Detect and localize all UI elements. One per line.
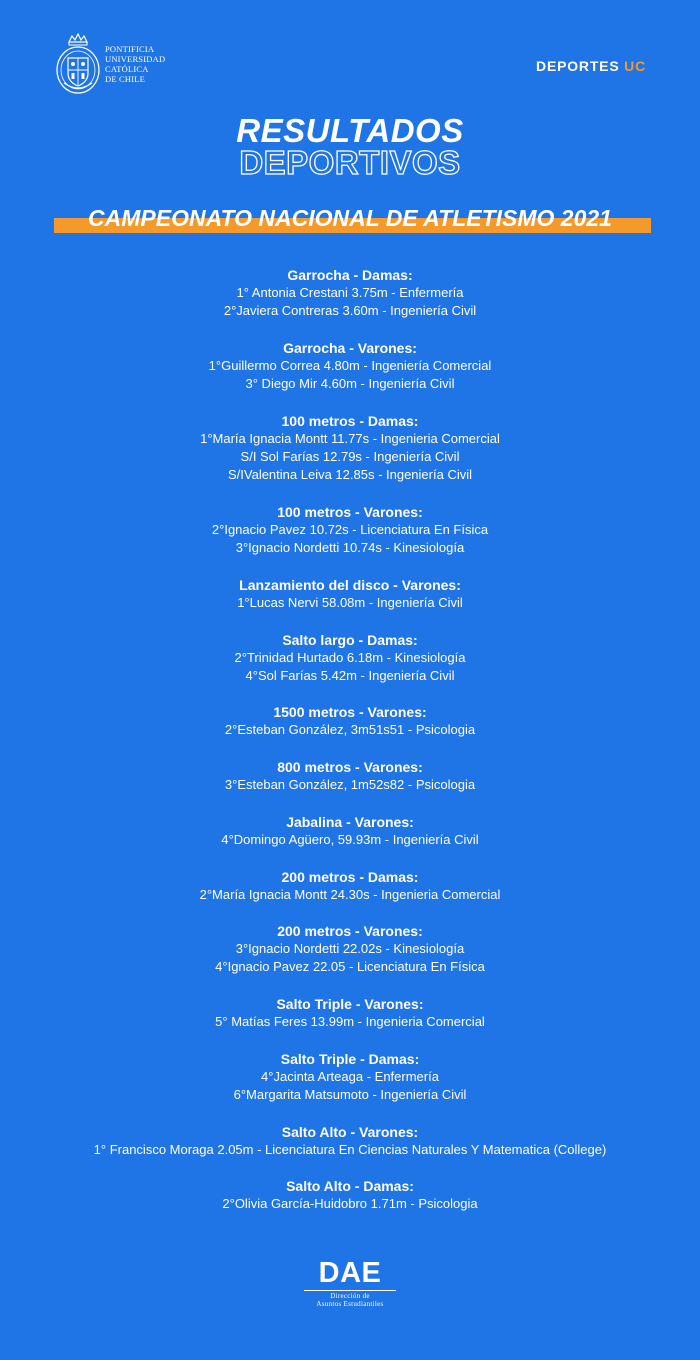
event-title: 200 metros - Damas:	[281, 868, 419, 885]
result-line: 3°Ignacio Nordetti 10.74s - Kinesiología	[235, 540, 465, 556]
event-title: Garrocha - Damas:	[287, 267, 413, 283]
event-title: Salto Triple - Damas:	[280, 1050, 420, 1067]
event-block	[0, 503, 700, 557]
event-block	[0, 1123, 700, 1159]
event-block	[0, 758, 700, 794]
result-line: 4°Sol Farías 5.42m - Ingeniería Civil	[245, 667, 455, 683]
event-block	[0, 412, 700, 485]
result-line: 1°Lucas Nervi 58.08m - Ingeniería Civil	[237, 594, 463, 610]
university-name-line: CATÓLICA	[105, 64, 149, 74]
result-line: 4°Domingo Agüero, 59.93m - Ingeniería Civil	[221, 831, 479, 847]
event-block	[0, 1050, 700, 1104]
result-line: S/I Sol Farías 12.79s - Ingeniería Civil	[240, 449, 460, 465]
result-line: 3°Esteban González, 1m52s82 - Psicologia	[224, 777, 476, 793]
event-title: 1500 metros - Varones:	[273, 704, 427, 721]
event-title: 200 metros - Varones:	[277, 923, 423, 940]
event-title: Garrocha - Varones:	[283, 339, 417, 356]
dae-subtitle-line: Dirección de	[330, 1292, 370, 1300]
result-line: 2°María Ignacia Montt 24.30s - Ingenieria Comercial	[199, 886, 501, 902]
deportes-uc-brand	[536, 58, 646, 74]
result-line: 2°Olivia García-Huidobro 1.71m - Psicologia	[222, 1196, 478, 1212]
event-block	[0, 813, 700, 849]
event-block	[0, 576, 700, 612]
event-title: Salto Alto - Damas:	[286, 1178, 414, 1195]
university-name-line: PONTIFICIA	[105, 44, 155, 54]
result-line: 1° Antonia Crestani 3.75m - Enfermería	[236, 285, 464, 300]
brand-uc: UC	[624, 58, 646, 74]
university-name-line: UNIVERSIDAD	[105, 54, 166, 64]
event-block	[0, 703, 700, 739]
event-title: Lanzamiento del disco - Varones:	[239, 576, 461, 593]
result-line: 2°Trinidad Hurtado 6.18m - Kinesiología	[234, 649, 466, 665]
result-line: 2°Javiera Contreras 3.60m - Ingeniería Civil	[223, 303, 477, 319]
event-block	[0, 1177, 700, 1213]
result-line: 4°Ignacio Pavez 22.05 - Licenciatura En Física	[215, 959, 485, 975]
dae-divider	[304, 1290, 396, 1291]
result-line: 6°Margarita Matsumoto - Ingeniería Civil	[233, 1087, 467, 1103]
event-block	[0, 631, 700, 685]
brand-deportes: DEPORTES	[536, 58, 620, 74]
event-block	[0, 339, 700, 393]
event-title: Salto largo - Damas:	[282, 631, 418, 648]
dae-logo-text: DAE	[318, 1257, 382, 1289]
event-block	[0, 868, 700, 904]
event-block	[0, 995, 700, 1031]
event-block	[0, 266, 700, 320]
result-line: S/IValentina Leiva 12.85s - Ingeniería Civil	[227, 467, 472, 483]
result-line: 3° Diego Mir 4.60m - Ingeniería Civil	[245, 376, 455, 392]
result-line: 4°Jacinta Arteaga - Enfermería	[261, 1068, 439, 1084]
result-line: 3°Ignacio Nordetti 22.02s - Kinesiología	[235, 941, 465, 957]
event-title: 100 metros - Damas:	[281, 412, 419, 429]
university-name-line: DE CHILE	[105, 74, 146, 84]
title-deportivos: DEPORTIVOS	[239, 144, 461, 181]
event-title: Salto Triple - Varones:	[276, 996, 424, 1013]
result-line: 1°María Ignacia Montt 11.77s - Ingenieria Comercial	[200, 430, 500, 446]
event-title: Salto Alto - Varones:	[281, 1123, 419, 1140]
result-line: 2°Esteban González, 3m51s51 - Psicologia	[224, 722, 476, 738]
event-title: Jabalina - Varones:	[286, 813, 414, 830]
event-title: 100 metros - Varones:	[277, 503, 423, 520]
university-name	[105, 44, 165, 84]
results-list	[0, 266, 700, 1232]
event-title: 800 metros - Varones:	[277, 759, 423, 776]
result-line: 1°Guillermo Correa 4.80m - Ingeniería Comercial	[208, 357, 492, 373]
dae-subtitle-line: Asuntos Estudiantiles	[316, 1300, 384, 1308]
dae-logo	[300, 1258, 400, 1308]
university-seal-icon	[55, 33, 101, 95]
banner-title: CAMPEONATO NACIONAL DE ATLETISMO 2021	[88, 205, 612, 231]
university-logo	[55, 33, 165, 95]
result-line: 5° Matías Feres 13.99m - Ingenieria Comercial	[215, 1014, 485, 1030]
title-resultados: RESULTADOS	[236, 112, 464, 149]
result-line: 2°Ignacio Pavez 10.72s - Licenciatura En Física	[211, 521, 489, 537]
event-block	[0, 922, 700, 976]
result-line: 1° Francisco Moraga 2.05m - Licenciatura En Ciencias Naturales Y Matematica (College)	[93, 1141, 607, 1157]
